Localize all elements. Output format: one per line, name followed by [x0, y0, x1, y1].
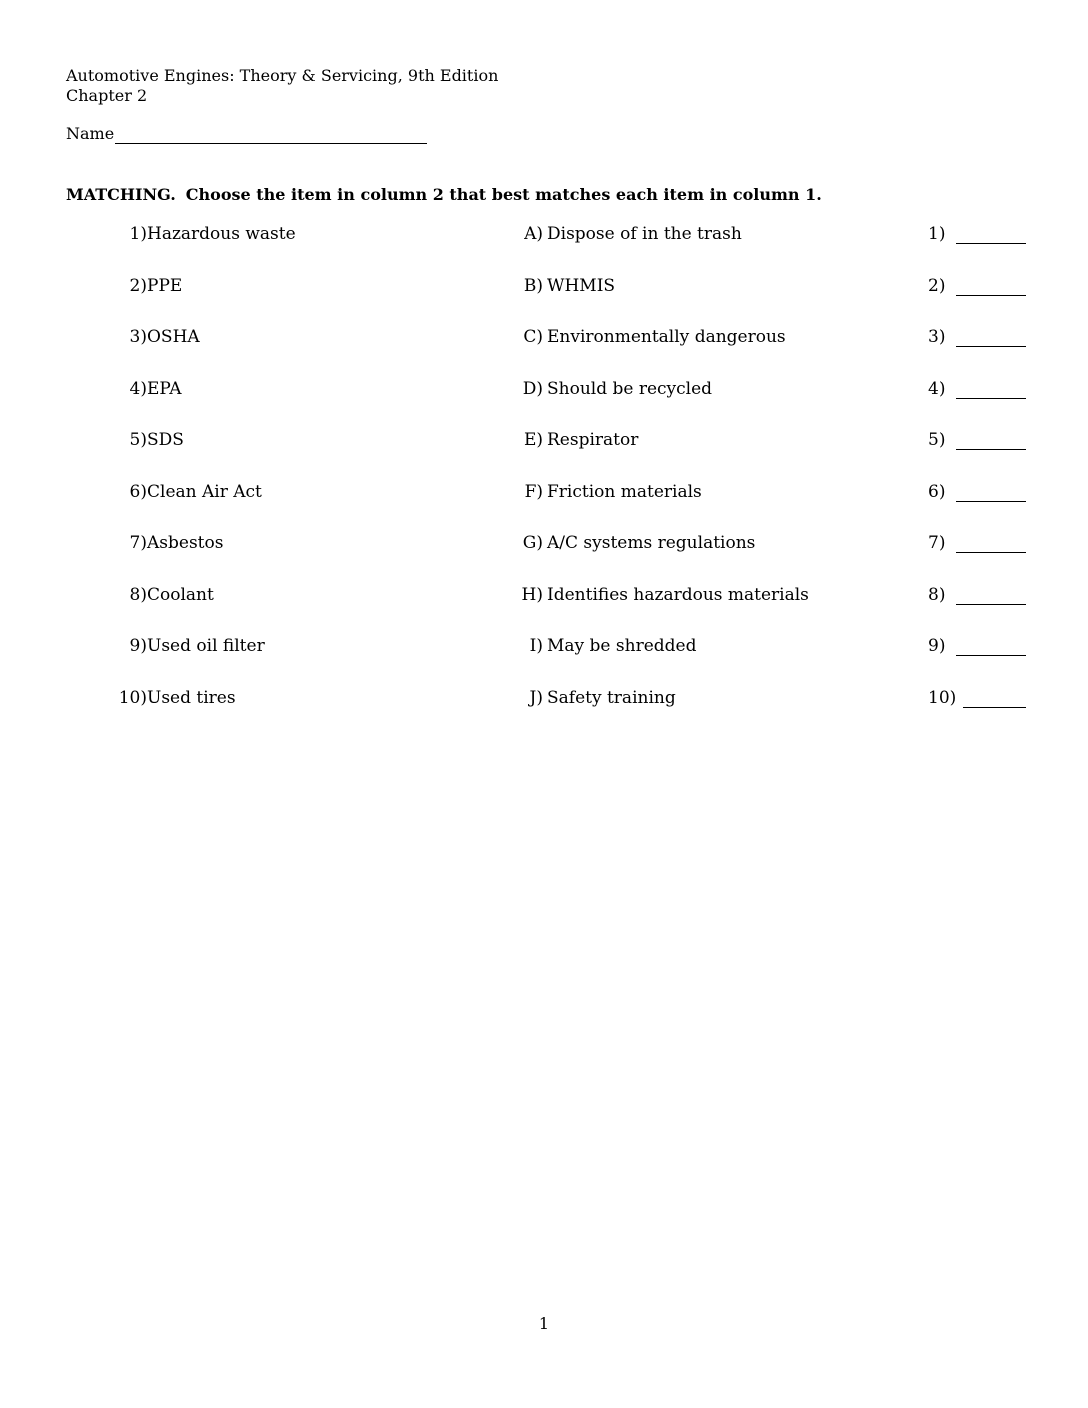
column2-letter: A) — [524, 224, 543, 244]
matching-row — [0, 274, 1088, 326]
answer-number: 10) — [928, 687, 957, 708]
column1-item: OSHA — [147, 327, 200, 347]
column1-number: 8) — [129, 584, 147, 605]
column2-letter: H) — [521, 584, 543, 605]
column1-item: Used oil filter — [147, 636, 265, 656]
column1-item: Asbestos — [147, 533, 224, 553]
name-blank-line[interactable] — [115, 125, 427, 144]
column2-item: Dispose of in the trash — [547, 224, 742, 244]
column1-item: EPA — [147, 378, 182, 399]
column2-item: Respirator — [547, 430, 639, 450]
column2-item: Environmentally dangerous — [547, 327, 786, 347]
matching-row — [0, 480, 1088, 532]
answer-number: 7) — [928, 533, 946, 553]
matching-row — [0, 583, 1088, 635]
name-row — [66, 124, 427, 144]
column1-number: 2) — [129, 275, 147, 296]
answer-number: 3) — [928, 327, 946, 347]
column2-letter: D) — [522, 378, 543, 399]
matching-row — [0, 634, 1088, 686]
answer-blank[interactable] — [956, 501, 1026, 502]
column2-letter: C) — [523, 327, 543, 347]
column2-letter: E) — [523, 430, 543, 450]
answer-number: 8) — [928, 584, 946, 605]
column2-letter: F) — [524, 481, 543, 502]
answer-blank[interactable] — [956, 552, 1026, 553]
matching-row — [0, 531, 1088, 583]
column2-letter: B) — [523, 275, 543, 296]
chapter-label: Chapter 2 — [66, 86, 148, 105]
answer-blank[interactable] — [956, 604, 1026, 605]
column2-item: WHMIS — [547, 275, 616, 296]
matching-row — [0, 377, 1088, 429]
answer-number: 5) — [928, 430, 946, 450]
matching-row — [0, 325, 1088, 377]
column1-number: 1) — [129, 224, 147, 244]
answer-blank[interactable] — [956, 243, 1026, 244]
column1-number: 9) — [129, 636, 147, 656]
answer-number: 4) — [928, 378, 946, 399]
column2-item: Friction materials — [547, 481, 702, 502]
column1-number: 6) — [129, 481, 147, 502]
answer-blank[interactable] — [963, 707, 1026, 708]
column1-number: 3) — [129, 327, 147, 347]
column2-item: May be shredded — [547, 636, 697, 656]
column2-item: Identifies hazardous materials — [547, 584, 809, 605]
column1-item: Coolant — [147, 584, 214, 605]
instructions — [66, 184, 822, 206]
column2-item: Should be recycled — [547, 378, 713, 399]
instructions-text: Choose the item in column 2 that best matches each item in column 1. — [185, 185, 822, 204]
name-label: Name — [66, 124, 115, 143]
column1-number: 7) — [129, 533, 147, 553]
answer-blank[interactable] — [956, 346, 1026, 347]
answer-number: 9) — [928, 636, 946, 656]
answer-number: 6) — [928, 481, 946, 502]
answer-blank[interactable] — [956, 655, 1026, 656]
column1-number: 4) — [129, 378, 147, 399]
page-number: 1 — [538, 1314, 550, 1333]
column1-item: Used tires — [147, 687, 236, 708]
column2-letter: J) — [529, 687, 543, 708]
answer-number: 1) — [928, 224, 946, 244]
matching-row — [0, 686, 1088, 738]
answer-blank[interactable] — [956, 295, 1026, 296]
document-title: Automotive Engines: Theory & Servicing, 9th Edition — [66, 66, 499, 85]
column1-item: Clean Air Act — [147, 481, 262, 502]
column2-item: Safety training — [547, 687, 676, 708]
answer-blank[interactable] — [956, 449, 1026, 450]
column1-item: SDS — [147, 430, 184, 450]
column2-letter: I) — [529, 636, 543, 656]
matching-rows — [0, 222, 1088, 737]
answer-blank[interactable] — [956, 398, 1026, 399]
matching-row — [0, 222, 1088, 274]
matching-row — [0, 428, 1088, 480]
column1-item: Hazardous waste — [147, 224, 296, 244]
instructions-lead: MATCHING. — [66, 185, 176, 204]
answer-number: 2) — [928, 275, 946, 296]
column2-letter: G) — [522, 533, 543, 553]
column1-item: PPE — [147, 275, 183, 296]
column2-item: A/C systems regulations — [547, 533, 756, 553]
column1-number: 10) — [118, 687, 147, 708]
column1-number: 5) — [129, 430, 147, 450]
